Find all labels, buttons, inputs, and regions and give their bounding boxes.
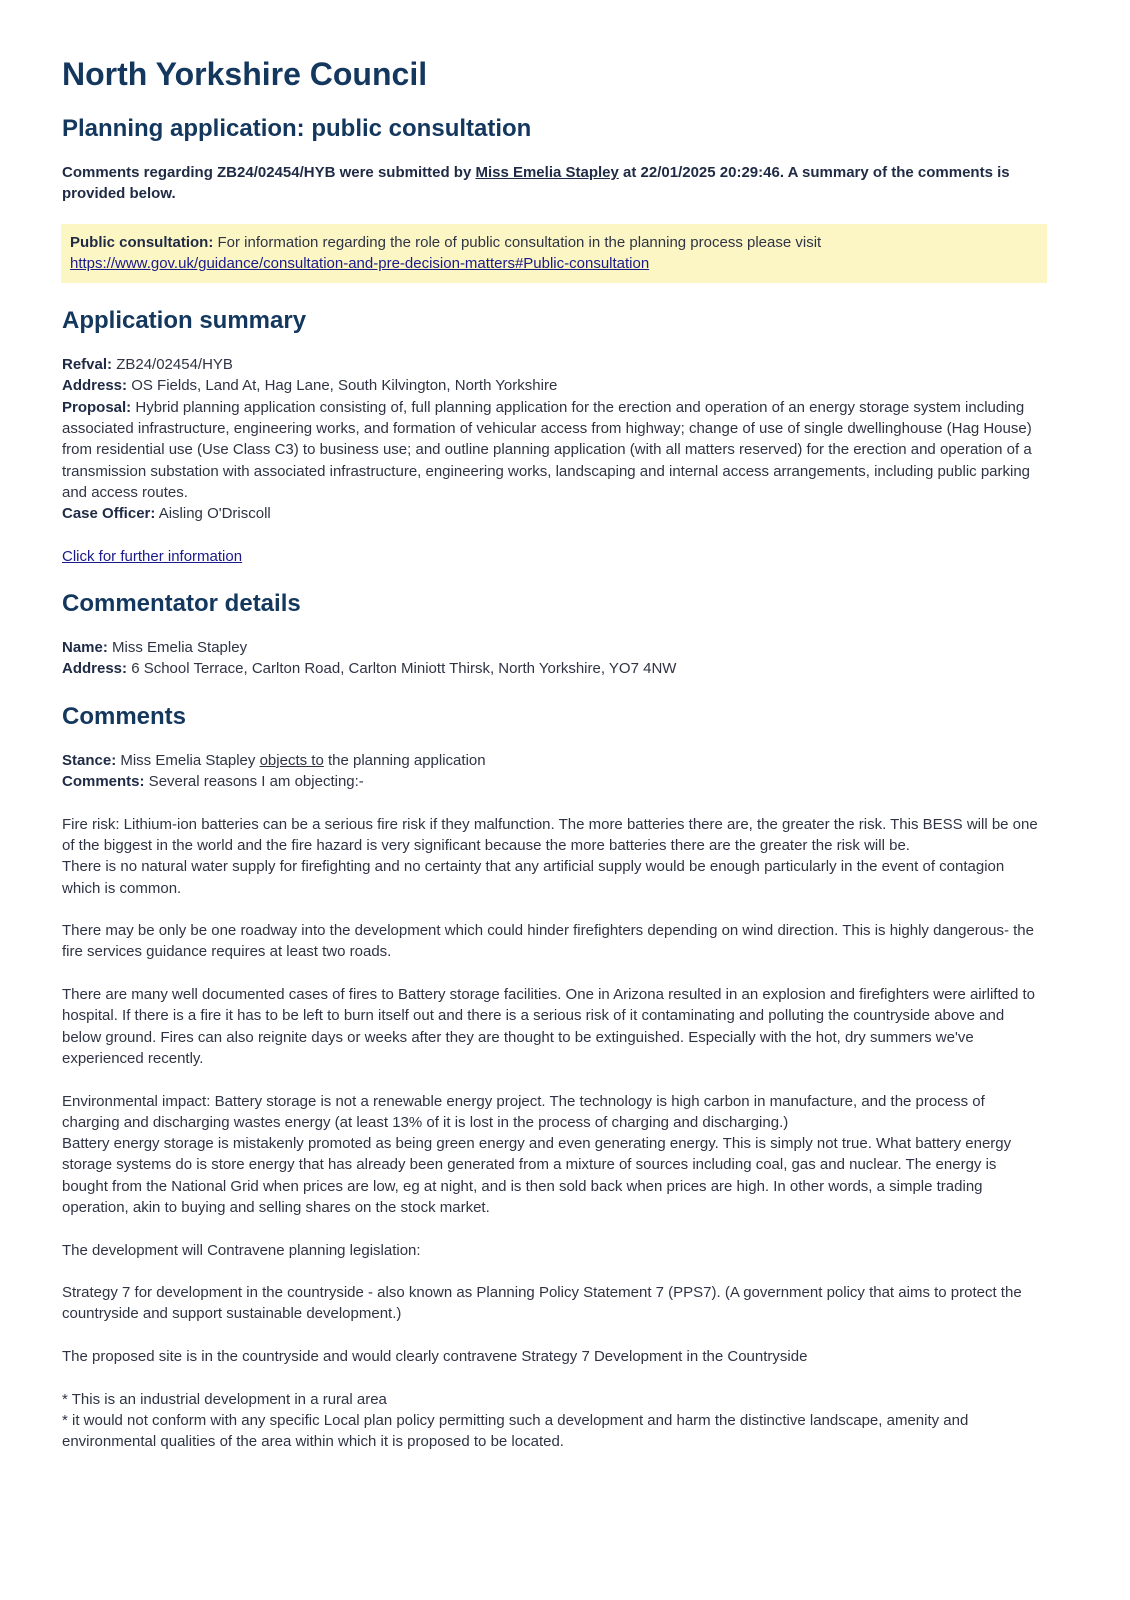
case-officer-value: Aisling O'Driscoll — [155, 505, 271, 523]
case-officer-label: Case Officer: — [62, 505, 156, 523]
address-label: Address: — [62, 377, 128, 395]
council-title: North Yorkshire Council — [62, 56, 428, 92]
comments-body — [62, 750, 1046, 1453]
submitter-name: Miss Emelia Stapley — [475, 164, 619, 181]
stance-suffix: the planning application — [323, 751, 486, 769]
stance-objects-to: objects to — [259, 751, 324, 769]
stance-label: Stance: — [62, 751, 117, 769]
comment-paragraph-water-supply: There is no natural water supply for firefighting and no certainty that any artificial supply would be enough particularly in the event of contagion which is common. — [62, 858, 1005, 897]
comments-intro: Several reasons I am objecting:- — [144, 773, 364, 791]
application-summary-heading: Application summary — [62, 307, 307, 335]
notice-label: Public consultation: — [70, 233, 214, 251]
page-title: Planning application: public consultation — [62, 115, 532, 142]
commentator-address: 6 School Terrace, Carlton Road, Carlton Miniott Thirsk, North Yorkshire, YO7 4NW — [127, 660, 677, 678]
comment-paragraph-environmental: Environmental impact: Battery storage is not a renewable energy project. The technology is high carbon in manufacture, and the process of charging and discharging wastes energy (at least 13% of it is lost in the process of charging and discharging.) — [62, 1092, 985, 1131]
comment-bullet-industrial: * This is an industrial development in a rural area — [62, 1390, 387, 1408]
comment-paragraph-roadway: There may be only be one roadway into the development which could hinder firefighters depending on wind direction. This is highly dangerous- the fire services guidance requires at least two roads. — [62, 922, 1034, 961]
public-consultation-notice — [61, 224, 1047, 284]
comment-paragraph-strategy-7: Strategy 7 for development in the countryside - also known as Planning Policy Statement 7 (PPS7). (A government policy that aims to protect the countryside and support sustainable development.) — [62, 1284, 1022, 1323]
application-summary — [62, 354, 1046, 567]
stance-prefix: Miss Emelia Stapley — [116, 751, 260, 769]
further-information-link[interactable]: Click for further information — [62, 547, 243, 565]
guidance-link[interactable]: https://www.gov.uk/guidance/consultation-and-pre-decision-matters#Public-consultation — [70, 254, 650, 272]
document-page — [62, 52, 1046, 1453]
comment-paragraph-proposed-site: The proposed site is in the countryside and would clearly contravene Strategy 7 Development in the Countryside — [62, 1348, 808, 1366]
comments-heading: Comments — [62, 702, 187, 730]
comment-bullet-local-plan: * it would not conform with any specific Local plan policy permitting such a development and harm the distinctive landscape, amenity and environmental qualities of the area within which it is proposed to be located. — [62, 1411, 969, 1451]
refval-value: ZB24/02454/HYB — [112, 356, 233, 374]
notice-text: For information regarding the role of public consultation in the planning process please visit — [213, 233, 822, 251]
comments-label: Comments: — [62, 773, 145, 791]
intro-statement — [62, 162, 1046, 205]
comment-paragraph-green-energy: Battery energy storage is mistakenly promoted as being green energy and even generating energy. This is simply not true. What battery energy storage systems do is store energy that has already been generated from a mixture of sources including coal, gas and nuclear. The energy is bought from the National Grid when prices are low, eg at night, and is then sold back when prices are high. In other words, a simple trading operation, akin to buying and selling shares on the stock market. — [62, 1135, 1012, 1216]
comment-paragraph-documented-fires: There are many well documented cases of fires to Battery storage facilities. One in Arizona resulted in an explosion and firefighters were airlifted to hospital. If there is a fire it has to be left to burn itself out and there is a serious risk of it contaminating and polluting the countryside above and below ground. Fires can also reignite days or weeks after they are thought to be extinguished. Especially with the hot, dry summers we've experienced recently. — [62, 986, 1035, 1067]
commentator-name-label: Name: — [62, 639, 108, 657]
proposal-label: Proposal: — [62, 398, 132, 416]
intro-suffix: at 22/01/2025 20:29:46. A summary of the comments is provided below. — [62, 164, 1010, 203]
refval-label: Refval: — [62, 356, 113, 374]
comment-paragraph-legislation: The development will Contravene planning legislation: — [62, 1241, 421, 1259]
commentator-name: Miss Emelia Stapley — [107, 639, 248, 657]
proposal-value: Hybrid planning application consisting of, full planning application for the erection and operation of an energy storage system including associated infrastructure, engineering works, and formation of vehicular access from highway; change of use of single dwellinghouse (Hag House) from residential use (Use Class C3) to business use; and outline planning application (with all matters reserved) for the erection and operation of a transmission substation with associated infrastructure, engineering works, landscaping and internal access arrangements, including public parking and access routes. — [62, 398, 1032, 501]
address-value: OS Fields, Land At, Hag Lane, South Kilvington, North Yorkshire — [127, 377, 558, 395]
commentator-address-label: Address: — [62, 660, 128, 678]
commentator-details — [62, 637, 1046, 680]
commentator-heading: Commentator details — [62, 590, 301, 618]
comment-paragraph-fire-risk: Fire risk: Lithium-ion batteries can be a serious fire risk if they malfunction. The more batteries there are, the greater the risk. This BESS will be one of the biggest in the world and the fire hazard is very significant because the more batteries there are the greater the risk will be. — [62, 815, 1038, 854]
intro-prefix: Comments regarding ZB24/02454/HYB were submitted by — [62, 164, 476, 181]
